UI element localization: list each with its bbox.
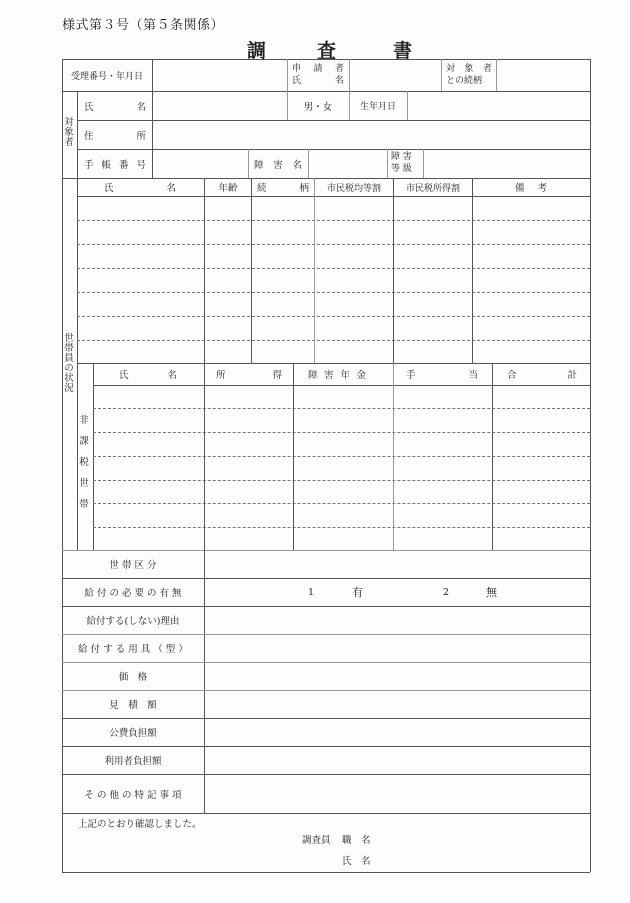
- name-field[interactable]: [153, 92, 286, 120]
- rule: [93, 456, 590, 457]
- col-header-per-capita-tax: 市民税均等割: [326, 183, 381, 194]
- household-group-label: 世帯員の状況: [64, 333, 74, 394]
- confirmation-text: 上記のとおり確認しました。: [78, 819, 202, 830]
- household-category-label: 世 帯 区 分: [109, 560, 157, 571]
- rule: [77, 220, 590, 221]
- rule: [393, 178, 394, 363]
- rule: [93, 503, 590, 504]
- rule: [314, 178, 315, 363]
- rule: [204, 363, 205, 550]
- col-header-allowance: 手 当: [406, 370, 478, 381]
- investigator-name-field[interactable]: [380, 851, 580, 865]
- col-header-name: 氏 名: [104, 183, 176, 194]
- address-field[interactable]: [153, 121, 589, 149]
- special-notes-label: そ の 他 の 特 記 事 項: [84, 789, 182, 801]
- rule: [204, 178, 205, 363]
- user-share-label: 利用者負担額: [104, 756, 162, 767]
- benefit-reason-field[interactable]: [205, 607, 589, 634]
- option-1-number: 1: [308, 586, 315, 598]
- rule: [77, 340, 590, 341]
- col-header-relation: 続 柄: [257, 183, 309, 194]
- rule: [93, 432, 590, 433]
- birthdate-label: 生年月日: [359, 102, 396, 112]
- applicant-name-field[interactable]: [350, 60, 440, 91]
- benefit-reason-label: 給付する(しない)理由: [86, 616, 180, 627]
- option-yes[interactable]: 有: [352, 586, 363, 599]
- rule: [93, 480, 590, 481]
- title-char-1: 調: [247, 40, 267, 62]
- estimate-field[interactable]: [205, 691, 589, 718]
- handbook-number-label: 手 帳 番 号: [84, 159, 146, 171]
- receipt-label: 受理番号・年月日: [70, 71, 143, 82]
- rule: [62, 813, 590, 814]
- name-label: 氏 名: [84, 101, 146, 113]
- border-bottom: [62, 872, 590, 873]
- handbook-number-field[interactable]: [153, 150, 247, 178]
- rule: [77, 244, 590, 245]
- disability-name-field[interactable]: [309, 150, 386, 178]
- relation-field[interactable]: [497, 60, 589, 91]
- form-number: 様式第３号（第５条関係）: [62, 18, 225, 33]
- rule: [387, 149, 388, 178]
- rule: [492, 363, 493, 550]
- col-header-income: 所 得: [216, 370, 282, 381]
- rule: [77, 196, 590, 197]
- option-2-number: 2: [443, 586, 450, 598]
- rule: [441, 59, 442, 91]
- rule: [393, 363, 394, 550]
- disability-grade-label: 障 害 等 級: [391, 152, 412, 174]
- relation-label: 対 象 者 との続柄: [446, 64, 492, 86]
- price-field[interactable]: [205, 663, 589, 690]
- border-right: [590, 59, 591, 872]
- public-share-label: 公費負担額: [109, 728, 157, 739]
- benefit-necessity-label: 給 付 の 必 要 の 有 無: [84, 588, 182, 599]
- price-label: 価 格: [118, 672, 148, 683]
- non-taxable-group-label: 非 課 税 世 帯: [79, 415, 89, 510]
- rule: [93, 408, 590, 409]
- rule: [93, 385, 590, 386]
- title-char-2: 査: [317, 40, 337, 62]
- public-share-field[interactable]: [205, 719, 589, 746]
- investigator-name-label: 氏 名: [342, 856, 371, 867]
- title-char-3: 書: [393, 40, 413, 62]
- position-label: 職 名: [342, 835, 371, 846]
- user-share-field[interactable]: [205, 747, 589, 774]
- position-field[interactable]: [380, 830, 580, 844]
- col-header-name: 氏 名: [119, 370, 177, 381]
- option-no[interactable]: 無: [486, 586, 497, 599]
- col-header-age: 年齢: [218, 183, 238, 194]
- receipt-field[interactable]: [153, 60, 286, 91]
- rule: [251, 178, 252, 363]
- household-category-field[interactable]: [205, 551, 589, 578]
- disability-name-label: 障 害 名: [254, 159, 302, 171]
- investigator-label: 調査員: [302, 835, 331, 846]
- col-header-disability-pension: 障 害 年 金: [308, 370, 366, 381]
- col-header-remarks: 備 考: [515, 183, 547, 194]
- equipment-type-label: 給 付 す る 用 具 （ 型 ）: [78, 644, 188, 655]
- rule: [77, 316, 590, 317]
- rule: [293, 363, 294, 550]
- rule: [77, 292, 590, 293]
- applicant-name-label: 申 請 者 氏 名: [292, 64, 344, 86]
- gender-select[interactable]: 男・女: [303, 101, 333, 113]
- special-notes-field[interactable]: [205, 775, 589, 813]
- subject-group-label: 対象者: [64, 117, 74, 148]
- equipment-type-field[interactable]: [205, 635, 589, 662]
- estimate-label: 見 積 額: [109, 700, 157, 711]
- birthdate-field[interactable]: [408, 92, 589, 120]
- col-header-total: 合 計: [507, 370, 577, 381]
- rule: [472, 178, 473, 363]
- rule: [77, 268, 590, 269]
- rule: [248, 149, 249, 178]
- rule: [93, 527, 590, 528]
- address-label: 住 所: [84, 130, 146, 142]
- disability-grade-field[interactable]: [424, 150, 589, 178]
- col-header-income-tax: 市民税所得割: [405, 183, 460, 194]
